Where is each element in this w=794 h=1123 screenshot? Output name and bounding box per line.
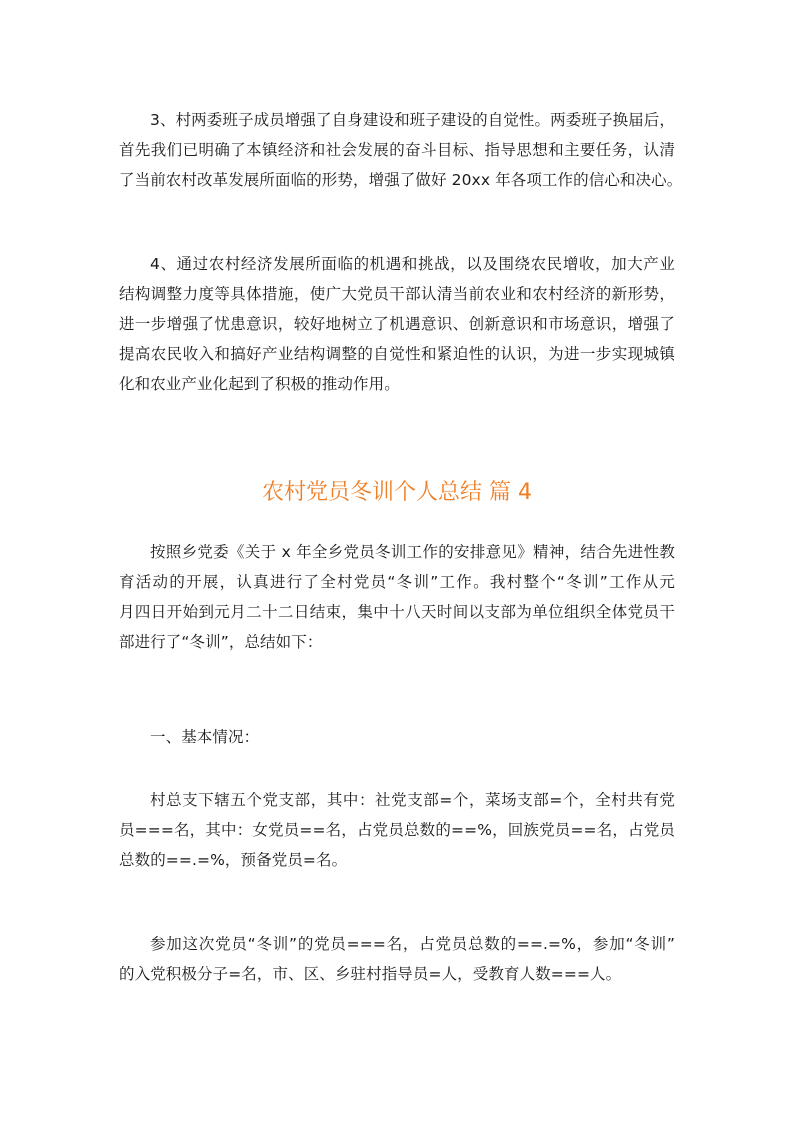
paragraph-point-4 — [119, 249, 675, 399]
text-line: 化和农业产业化起到了积极的推动作用。 — [119, 375, 400, 393]
subheading-text: 一、基本情况： — [150, 728, 260, 746]
text-line: 月四日开始到元月二十二日结束，集中十八天时间以支部为单位组织全体党员干 — [119, 603, 675, 621]
paragraph-point-3 — [119, 105, 683, 195]
text-line: 参加这次党员“冬训”的党员===名，占党员总数的==.=%，参加“冬训” — [150, 935, 675, 953]
text-line: 3、村两委班子成员增强了自身建设和班子建设的自觉性。两委班子换届后， — [150, 111, 675, 129]
text-line: 的入党积极分子=名，市、区、乡驻村指导员=人，受教育人数===人。 — [119, 965, 622, 983]
text-line: 部进行了“冬训”，总结如下： — [119, 633, 323, 651]
text-line: 育活动的开展，认真进行了全村党员“冬训”工作。我村整个“冬训”工作从元 — [119, 573, 675, 591]
subheading-basic — [119, 722, 675, 752]
text-line: 了当前农村改革发展所面临的形势，增强了做好 20xx 年各项工作的信心和决心。 — [119, 171, 683, 189]
paragraph-participation — [119, 929, 675, 989]
section-heading: 农村党员冬训个人总结 篇 4 — [262, 480, 532, 505]
text-line: 进一步增强了忧患意识，较好地树立了机遇意识、创新意识和市场意识，增强了 — [119, 315, 675, 333]
text-line: 按照乡党委《关于 x 年全乡党员冬训工作的安排意见》精神，结合先进性教 — [150, 543, 675, 561]
text-line: 结构调整力度等具体措施，使广大党员干部认清当前农业和农村经济的新形势， — [119, 285, 675, 303]
text-line: 总数的==.=%，预备党员=名。 — [119, 851, 348, 869]
text-line: 村总支下辖五个党支部，其中：社党支部=个，菜场支部=个，全村共有党 — [150, 791, 675, 809]
text-line: 员===名，其中：女党员==名，占党员总数的==%，回族党员==名，占党员 — [119, 821, 675, 839]
paragraph-intro — [119, 537, 675, 657]
text-line: 提高农民收入和搞好产业结构调整的自觉性和紧迫性的认识，为进一步实现城镇 — [119, 345, 675, 363]
text-line: 4、通过农村经济发展所面临的机遇和挑战，以及围绕农民增收，加大产业 — [150, 255, 675, 273]
paragraph-basic — [119, 785, 675, 875]
text-line: 首先我们已明确了本镇经济和社会发展的奋斗目标、指导思想和主要任务，认清 — [119, 141, 675, 159]
